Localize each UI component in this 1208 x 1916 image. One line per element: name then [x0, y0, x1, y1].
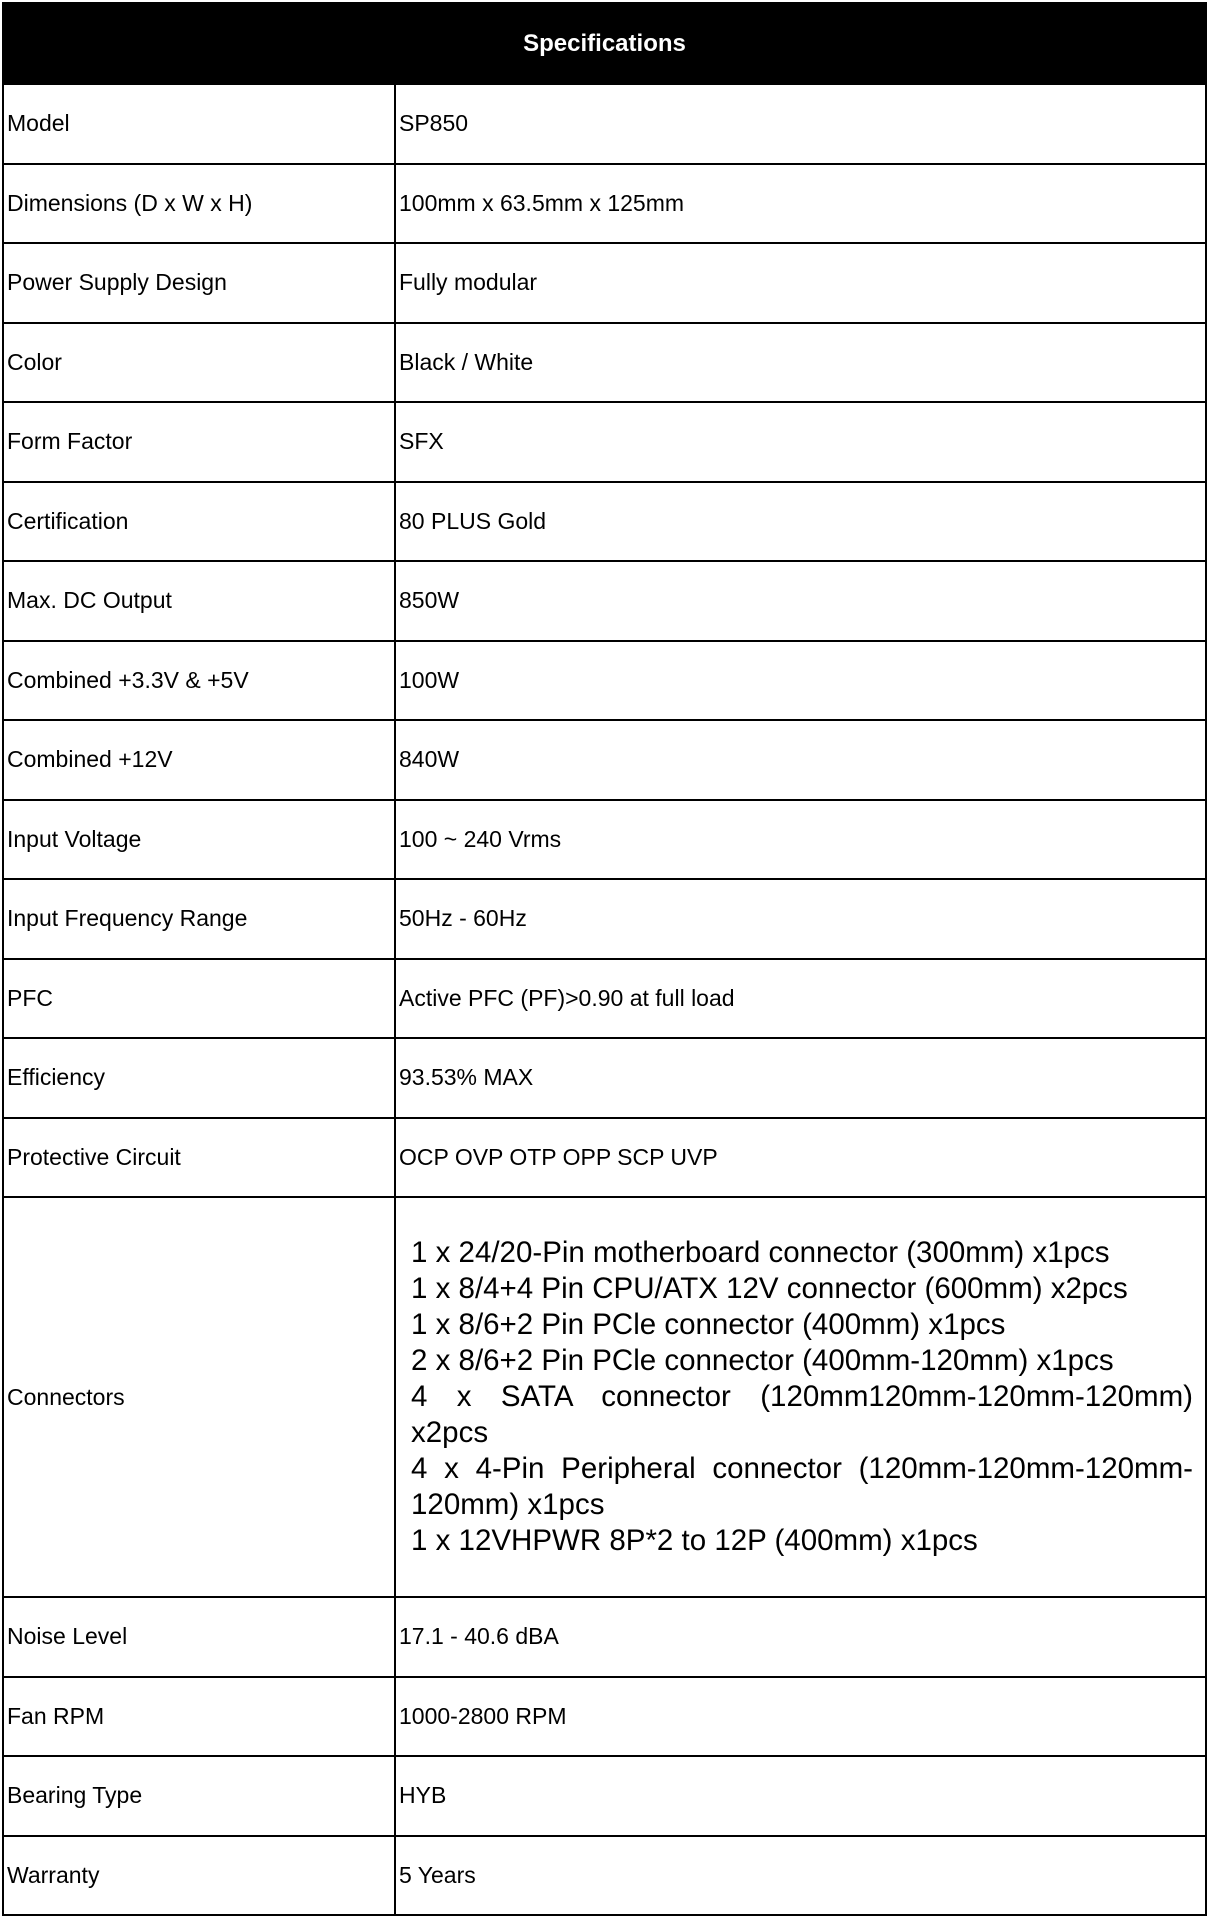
- table-row: [3, 323, 1206, 403]
- spec-value: Active PFC (PF)>0.90 at full load: [395, 959, 1206, 1039]
- spec-value: 840W: [395, 720, 1206, 800]
- spec-value: 50Hz - 60Hz: [395, 879, 1206, 959]
- spec-label: Noise Level: [3, 1597, 395, 1677]
- spec-label: Bearing Type: [3, 1756, 395, 1836]
- spec-value: 93.53% MAX: [395, 1038, 1206, 1118]
- spec-value: 80 PLUS Gold: [395, 482, 1206, 562]
- list-item: 2 x 8/6+2 Pin PCle connector (400mm-120mm) x1pcs: [411, 1344, 1114, 1377]
- table-row: [3, 1118, 1206, 1198]
- table-row: [3, 482, 1206, 562]
- table-row: [3, 1038, 1206, 1118]
- spec-value: 850W: [395, 561, 1206, 641]
- table-row: [3, 1677, 1206, 1757]
- spec-label: Input Frequency Range: [3, 879, 395, 959]
- table-row: [3, 800, 1206, 880]
- table-row: [3, 561, 1206, 641]
- list-item: 1 x 24/20-Pin motherboard connector (300mm) x1pcs: [411, 1236, 1110, 1269]
- table-row: [3, 1836, 1206, 1916]
- connectors-list: [399, 1235, 1205, 1559]
- table-row: [3, 402, 1206, 482]
- spec-label: Fan RPM: [3, 1677, 395, 1757]
- list-item: 1 x 8/6+2 Pin PCle connector (400mm) x1pcs: [411, 1308, 1006, 1341]
- spec-label: Combined +3.3V & +5V: [3, 641, 395, 721]
- spec-label: Dimensions (D x W x H): [3, 164, 395, 244]
- spec-value: 17.1 - 40.6 dBA: [395, 1597, 1206, 1677]
- spec-value: Fully modular: [395, 243, 1206, 323]
- spec-value: 100 ~ 240 Vrms: [395, 800, 1206, 880]
- connectors-value: [395, 1197, 1206, 1597]
- list-item: 4 x 4-Pin Peripheral connector (120mm-120mm-120mm- 120mm) x1pcs: [411, 1452, 1193, 1521]
- spec-label: Connectors: [3, 1197, 395, 1597]
- spec-label: PFC: [3, 959, 395, 1039]
- table-row: [3, 641, 1206, 721]
- spec-value: 100mm x 63.5mm x 125mm: [395, 164, 1206, 244]
- spec-value: 1000-2800 RPM: [395, 1677, 1206, 1757]
- spec-label: Combined +12V: [3, 720, 395, 800]
- spec-label: Model: [3, 84, 395, 164]
- list-item: 4 x SATA connector (120mm120mm-120mm-120mm) x2pcs: [411, 1380, 1193, 1449]
- spec-label: Warranty: [3, 1836, 395, 1916]
- spec-value: Black / White: [395, 323, 1206, 403]
- connectors-row: [3, 1197, 1206, 1597]
- spec-label: Power Supply Design: [3, 243, 395, 323]
- spec-value: OCP OVP OTP OPP SCP UVP: [395, 1118, 1206, 1198]
- spec-value: 100W: [395, 641, 1206, 721]
- spec-label: Color: [3, 323, 395, 403]
- table-row: [3, 164, 1206, 244]
- list-item: 1 x 8/4+4 Pin CPU/ATX 12V connector (600mm) x2pcs: [411, 1272, 1128, 1305]
- spec-label: Max. DC Output: [3, 561, 395, 641]
- spec-label: Form Factor: [3, 402, 395, 482]
- spec-label: Efficiency: [3, 1038, 395, 1118]
- table-row: [3, 720, 1206, 800]
- list-item: 1 x 12VHPWR 8P*2 to 12P (400mm) x1pcs: [411, 1524, 978, 1557]
- table-row: [3, 84, 1206, 164]
- table-row: [3, 243, 1206, 323]
- table-header: Specifications: [3, 3, 1206, 84]
- spec-value: HYB: [395, 1756, 1206, 1836]
- table-row: [3, 959, 1206, 1039]
- spec-value: SFX: [395, 402, 1206, 482]
- spec-label: Certification: [3, 482, 395, 562]
- spec-value: 5 Years: [395, 1836, 1206, 1916]
- table-row: [3, 879, 1206, 959]
- spec-label: Protective Circuit: [3, 1118, 395, 1198]
- table-row: [3, 1756, 1206, 1836]
- table-row: [3, 1597, 1206, 1677]
- spec-value: SP850: [395, 84, 1206, 164]
- specifications-table: [2, 2, 1207, 1916]
- spec-label: Input Voltage: [3, 800, 395, 880]
